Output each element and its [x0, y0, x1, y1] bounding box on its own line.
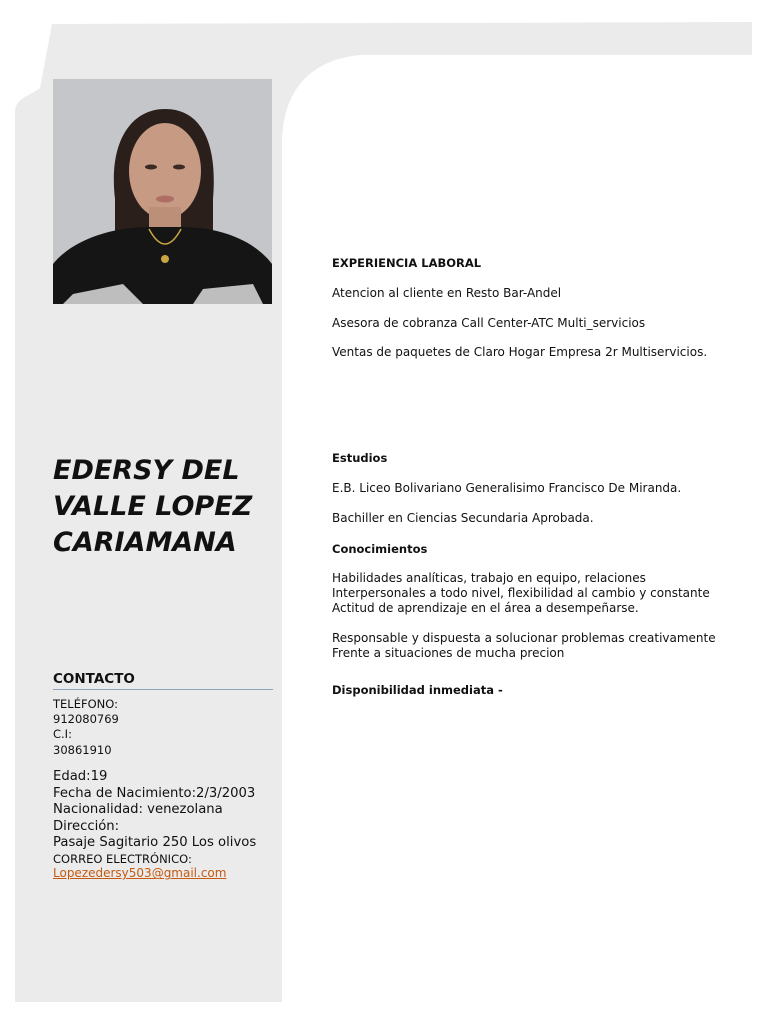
experience-heading: EXPERIENCIA LABORAL — [332, 256, 482, 270]
knowledge-line: Frente a situaciones de mucha precion — [332, 646, 565, 660]
age: Edad:19 — [53, 769, 108, 784]
candidate-name — [53, 453, 268, 561]
contact-heading: CONTACTO — [53, 671, 273, 690]
contact-details — [53, 769, 281, 883]
birth-date: Fecha de Nacimiento:2/3/2003 — [53, 785, 256, 801]
contact-ids — [53, 697, 278, 758]
nationality: Nacionalidad: venezolana — [53, 802, 223, 818]
availability: Disponibilidad inmediata - — [332, 683, 503, 697]
address-value: Pasaje Sagitario 250 Los olivos — [53, 835, 257, 851]
profile-photo — [53, 79, 272, 304]
name-line: EDERSY DEL — [53, 455, 240, 486]
email-link[interactable]: Lopezedersy503@gmail.com — [53, 866, 227, 881]
ci-value: 30861910 — [53, 742, 112, 757]
name-line: CARIAMANA — [53, 527, 237, 558]
phone-value: 912080769 — [53, 712, 119, 727]
knowledge-line: Interpersonales a todo nivel, flexibilidad al cambio y constante — [332, 586, 710, 600]
knowledge-line: Responsable y dispuesta a solucionar problemas creativamente — [332, 631, 716, 645]
portrait-photo-icon — [53, 79, 272, 304]
experience-item: Atencion al cliente en Resto Bar-Andel — [332, 286, 562, 300]
name-line: VALLE LOPEZ — [53, 491, 253, 522]
phone-label: TELÉFONO: — [53, 697, 118, 711]
knowledge-heading: Conocimientos — [332, 542, 428, 556]
ci-label: C.I: — [53, 727, 72, 742]
studies-item: Bachiller en Ciencias Secundaria Aprobada. — [332, 511, 594, 525]
email-label: CORREO ELECTRÓNICO: — [53, 851, 192, 866]
experience-item: Asesora de cobranza Call Center-ATC Multi_servicios — [332, 316, 646, 330]
experience-item: Ventas de paquetes de Claro Hogar Empresa 2r Multiservicios. — [332, 345, 708, 359]
knowledge-line: Actitud de aprendizaje en el área a desempeñarse. — [332, 601, 639, 615]
knowledge-line: Habilidades analíticas, trabajo en equipo, relaciones — [332, 571, 646, 585]
studies-heading: Estudios — [332, 451, 388, 465]
address-label: Dirección: — [53, 818, 120, 834]
studies-item: E.B. Liceo Bolivariano Generalisimo Francisco De Miranda. — [332, 481, 682, 495]
